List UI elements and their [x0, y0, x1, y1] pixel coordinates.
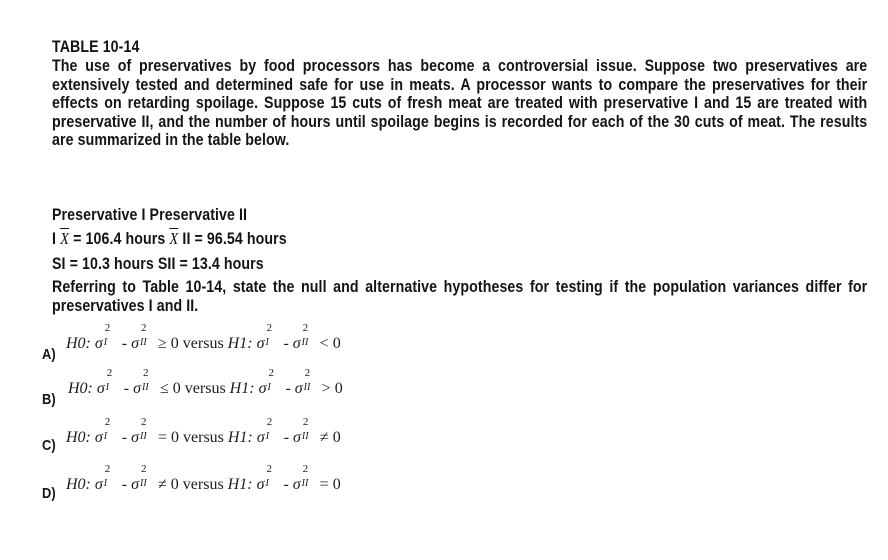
h1-symbol: H1: [227, 335, 253, 352]
table-title: TABLE 10-14 [52, 38, 140, 56]
h0-symbol: H0: [66, 429, 91, 446]
option-d-letter[interactable]: D) [42, 485, 56, 502]
h0-symbol: H0: [66, 476, 91, 493]
table-header: Preservative I Preservative II [52, 206, 248, 224]
problem-description: The use of preservatives by food processors has become a controversial issue. Suppose two preservatives are extensively tested and determined safe for use in meats. A processor wants to compare the preservatives for their effects on retarding spoilage. Suppose 15 cuts of fresh meat are treated with preservative I and 15 are treated with preservative II, and the number of hours until spoilage begins is recorded for each of the 30 cuts of meat. The results are summarized in the table below. [52, 57, 868, 150]
h1-relation: < 0 [319, 335, 341, 352]
h1-symbol: H1: [227, 476, 253, 493]
h0-symbol: H0: [66, 335, 91, 352]
h1-relation: ≠ 0 [319, 429, 341, 446]
mean-value-i: = 106.4 hours [73, 230, 166, 248]
table-row-means [52, 229, 287, 249]
h0-relation: ≥ 0 versus [158, 335, 224, 352]
h1-relation: > 0 [321, 380, 343, 397]
xbar-symbol-i: $\overline{X}$ [60, 229, 70, 248]
option-a-formula[interactable]: H0: σ 2 I - σ 2 II ≥ 0 versus H1: σ 2 I - σ 2 II < 0 [66, 322, 341, 352]
h0-symbol: H0: [68, 380, 93, 397]
h0-relation: = 0 versus [158, 429, 224, 446]
table-row-sd: SI = 10.3 hours SII = 13.4 hours [52, 255, 264, 273]
h0-relation: ≠ 0 versus [158, 476, 224, 493]
h1-symbol: H1: [227, 429, 253, 446]
option-b-letter[interactable]: B) [42, 391, 56, 408]
mean-label-i: I [52, 230, 57, 248]
h0-relation: ≤ 0 versus [160, 380, 226, 397]
option-c-formula[interactable]: H0: σ 2 I - σ 2 II = 0 versus H1: σ 2 I - σ 2 II ≠ 0 [66, 416, 341, 446]
xbar-symbol-ii: $\overline{X}$ [169, 229, 179, 248]
question-text: Referring to Table 10-14, state the null and alternative hypotheses for testing if the population variances differ for preservatives I and II. [52, 278, 868, 315]
option-c-letter[interactable]: C) [42, 437, 56, 454]
option-a-letter[interactable]: A) [42, 346, 56, 363]
h1-relation: = 0 [319, 476, 341, 493]
mean-label-ii: II [182, 230, 191, 248]
h1-symbol: H1: [229, 380, 255, 397]
option-b-formula[interactable]: H0: σ 2 I - σ 2 II ≤ 0 versus H1: σ 2 I - σ 2 II > 0 [68, 367, 343, 397]
option-d-formula[interactable]: H0: σ 2 I - σ 2 II ≠ 0 versus H1: σ 2 I - σ 2 II = 0 [66, 463, 341, 493]
mean-value-ii: = 96.54 hours [194, 230, 287, 248]
